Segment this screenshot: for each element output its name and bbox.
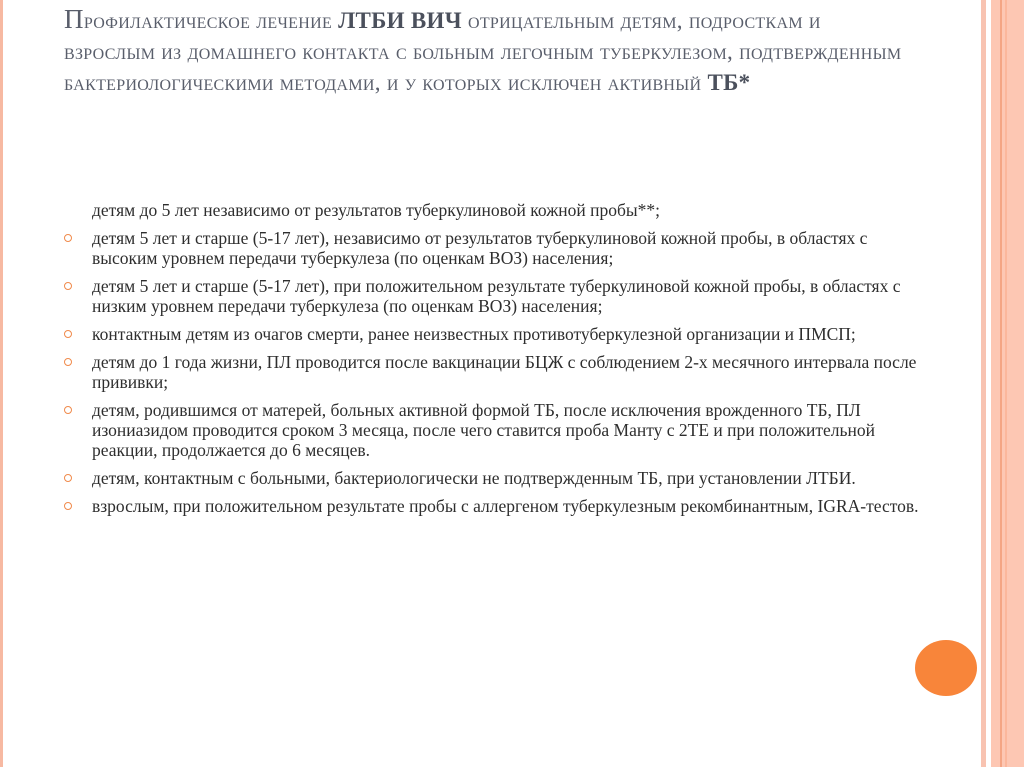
bullet-icon	[64, 282, 72, 290]
list-item-text: детям 5 лет и старше (5-17 лет), независимо от результатов туберкулиновой кожной пробы, в областях с высоким уровнем передачи туберкулеза (по оценкам ВОЗ) населения;	[92, 228, 868, 268]
list-item	[64, 400, 924, 460]
slide-title	[64, 4, 904, 98]
bullet-icon	[64, 330, 72, 338]
list-item	[64, 324, 924, 344]
title-bold-1: ЛТБИ ВИЧ	[338, 8, 462, 33]
bullet-icon	[64, 406, 72, 414]
bullet-list	[64, 200, 924, 524]
list-item	[64, 276, 924, 316]
title-text-1: рофилактическое лечение	[83, 8, 339, 33]
list-item-text: детям до 1 года жизни, ПЛ проводится после вакцинации БЦЖ с соблюдением 2-х месячного интервала после прививки;	[92, 352, 917, 392]
bullet-icon	[64, 502, 72, 510]
right-stripe-decoration	[981, 0, 986, 767]
list-item-text: детям до 5 лет независимо от результатов туберкулиновой кожной пробы**;	[92, 200, 661, 220]
title-bold-2: ТБ*	[707, 70, 751, 95]
left-border-decoration	[0, 0, 3, 767]
list-item	[64, 352, 924, 392]
title-initial: П	[64, 4, 84, 34]
list-item-text: детям, контактным с больными, бактериологически не подтвержденным ТБ, при установлении ЛТБИ.	[92, 468, 856, 488]
bullet-icon	[64, 234, 72, 242]
list-item-text: детям 5 лет и старше (5-17 лет), при положительном результате туберкулиновой кожной пробы, в областях с низким уровнем передачи туберкулеза (по оценкам ВОЗ) населения;	[92, 276, 901, 316]
bullet-icon	[64, 474, 72, 482]
right-band-decoration	[991, 0, 1024, 767]
bullet-icon	[64, 358, 72, 366]
list-item	[64, 496, 924, 516]
list-item-text: детям, родившимся от матерей, больных активной формой ТБ, после исключения врожденного ТБ, ПЛ изониазидом проводится сроком 3 месяца, после чего ставится проба Манту с 2ТЕ и при положительной реакции, продолжается до 6 месяцев.	[92, 400, 875, 460]
orange-circle-decoration	[915, 640, 977, 696]
list-item	[64, 200, 924, 220]
list-item-text: взрослым, при положительном результате пробы с аллергеном туберкулезным рекомбинантным, IGRA-тестов.	[92, 496, 919, 516]
title-text-2: отрицательным детям, подросткам и взрослым из домашнего контакта с больным легочным туберкулезом, подтвержденным бактериологическими методами, и у которых исключен активный	[64, 8, 902, 95]
list-item-text: контактным детям из очагов смерти, ранее неизвестных противотуберкулезной организации и ПМСП;	[92, 324, 856, 344]
list-item	[64, 228, 924, 268]
list-item	[64, 468, 924, 488]
